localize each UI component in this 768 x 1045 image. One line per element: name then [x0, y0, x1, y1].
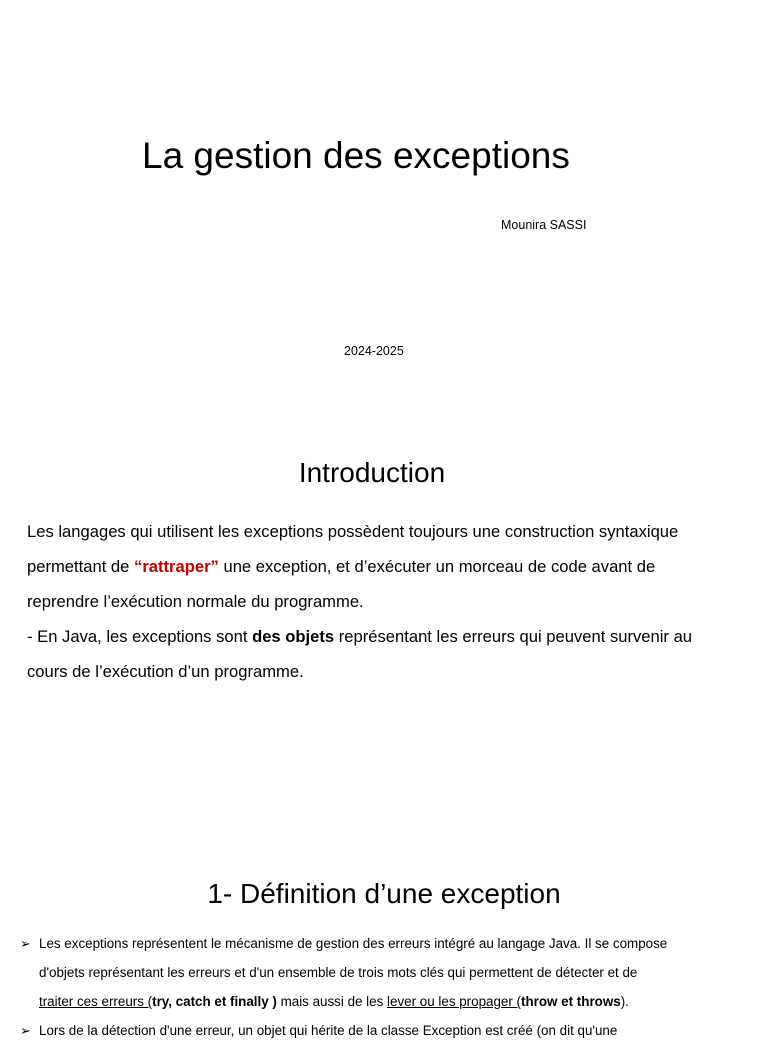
intro-line-4-end: représentant les erreurs qui peuvent survenir au: [334, 627, 693, 646]
page-title: La gestion des exceptions: [142, 135, 570, 176]
intro-line-4: [27, 619, 739, 654]
intro-line-5: cours de l’exécution d’un programme.: [27, 662, 304, 681]
intro-line-2-end: une exception, et d’exécuter un morceau de code avant de: [218, 557, 656, 576]
intro-line-2-start: permettant de: [27, 557, 135, 576]
keywords-try-catch-finally: try, catch et finally ): [152, 994, 277, 1009]
bold-des-objets: des objets: [252, 627, 335, 646]
academic-year: 2024-2025: [344, 344, 404, 358]
def-line-3: [39, 987, 740, 1016]
intro-line-1: Les langages qui utilisent les exceptions possèdent toujours une construction syntaxique: [27, 522, 679, 541]
definition-heading: 1- Définition d’une exception: [207, 878, 561, 909]
underlined-lever: lever ou les propager (: [387, 994, 522, 1009]
introduction-paragraph: [27, 514, 739, 689]
intro-line-4-start: - En Java, les exceptions sont: [27, 627, 253, 646]
def-line-4: Lors de la détection d'une erreur, un objet qui hérite de la classe Exception est créé (on dit qu'une: [39, 1023, 618, 1038]
author-name: Mounira SASSI: [501, 218, 587, 232]
def-line-1: Les exceptions représentent le mécanisme de gestion des erreurs intégré au langage Java. Il se compose: [39, 936, 668, 951]
intro-line-3: reprendre l’exécution normale du programme.: [27, 592, 364, 611]
arrow-bullet-icon: ➢: [20, 1023, 31, 1038]
def-line-3-end: ).: [620, 994, 629, 1009]
keywords-throw-throws: throw et throws: [521, 994, 621, 1009]
introduction-heading: Introduction: [298, 457, 446, 488]
def-line-3-mid: mais aussi de les: [276, 994, 388, 1009]
definition-list: [20, 929, 740, 1045]
def-line-2: d'objets représentant les erreurs et d'un ensemble de trois mots clés qui permettent de détecter et de: [39, 965, 638, 980]
definition-bullet-2: [20, 1016, 740, 1045]
definition-bullet-1: [20, 929, 740, 1016]
arrow-bullet-icon: ➢: [20, 936, 31, 951]
underlined-traiter: traiter ces erreurs (: [39, 994, 153, 1009]
highlight-rattraper: “rattraper”: [134, 557, 219, 576]
intro-line-2: [27, 549, 739, 584]
